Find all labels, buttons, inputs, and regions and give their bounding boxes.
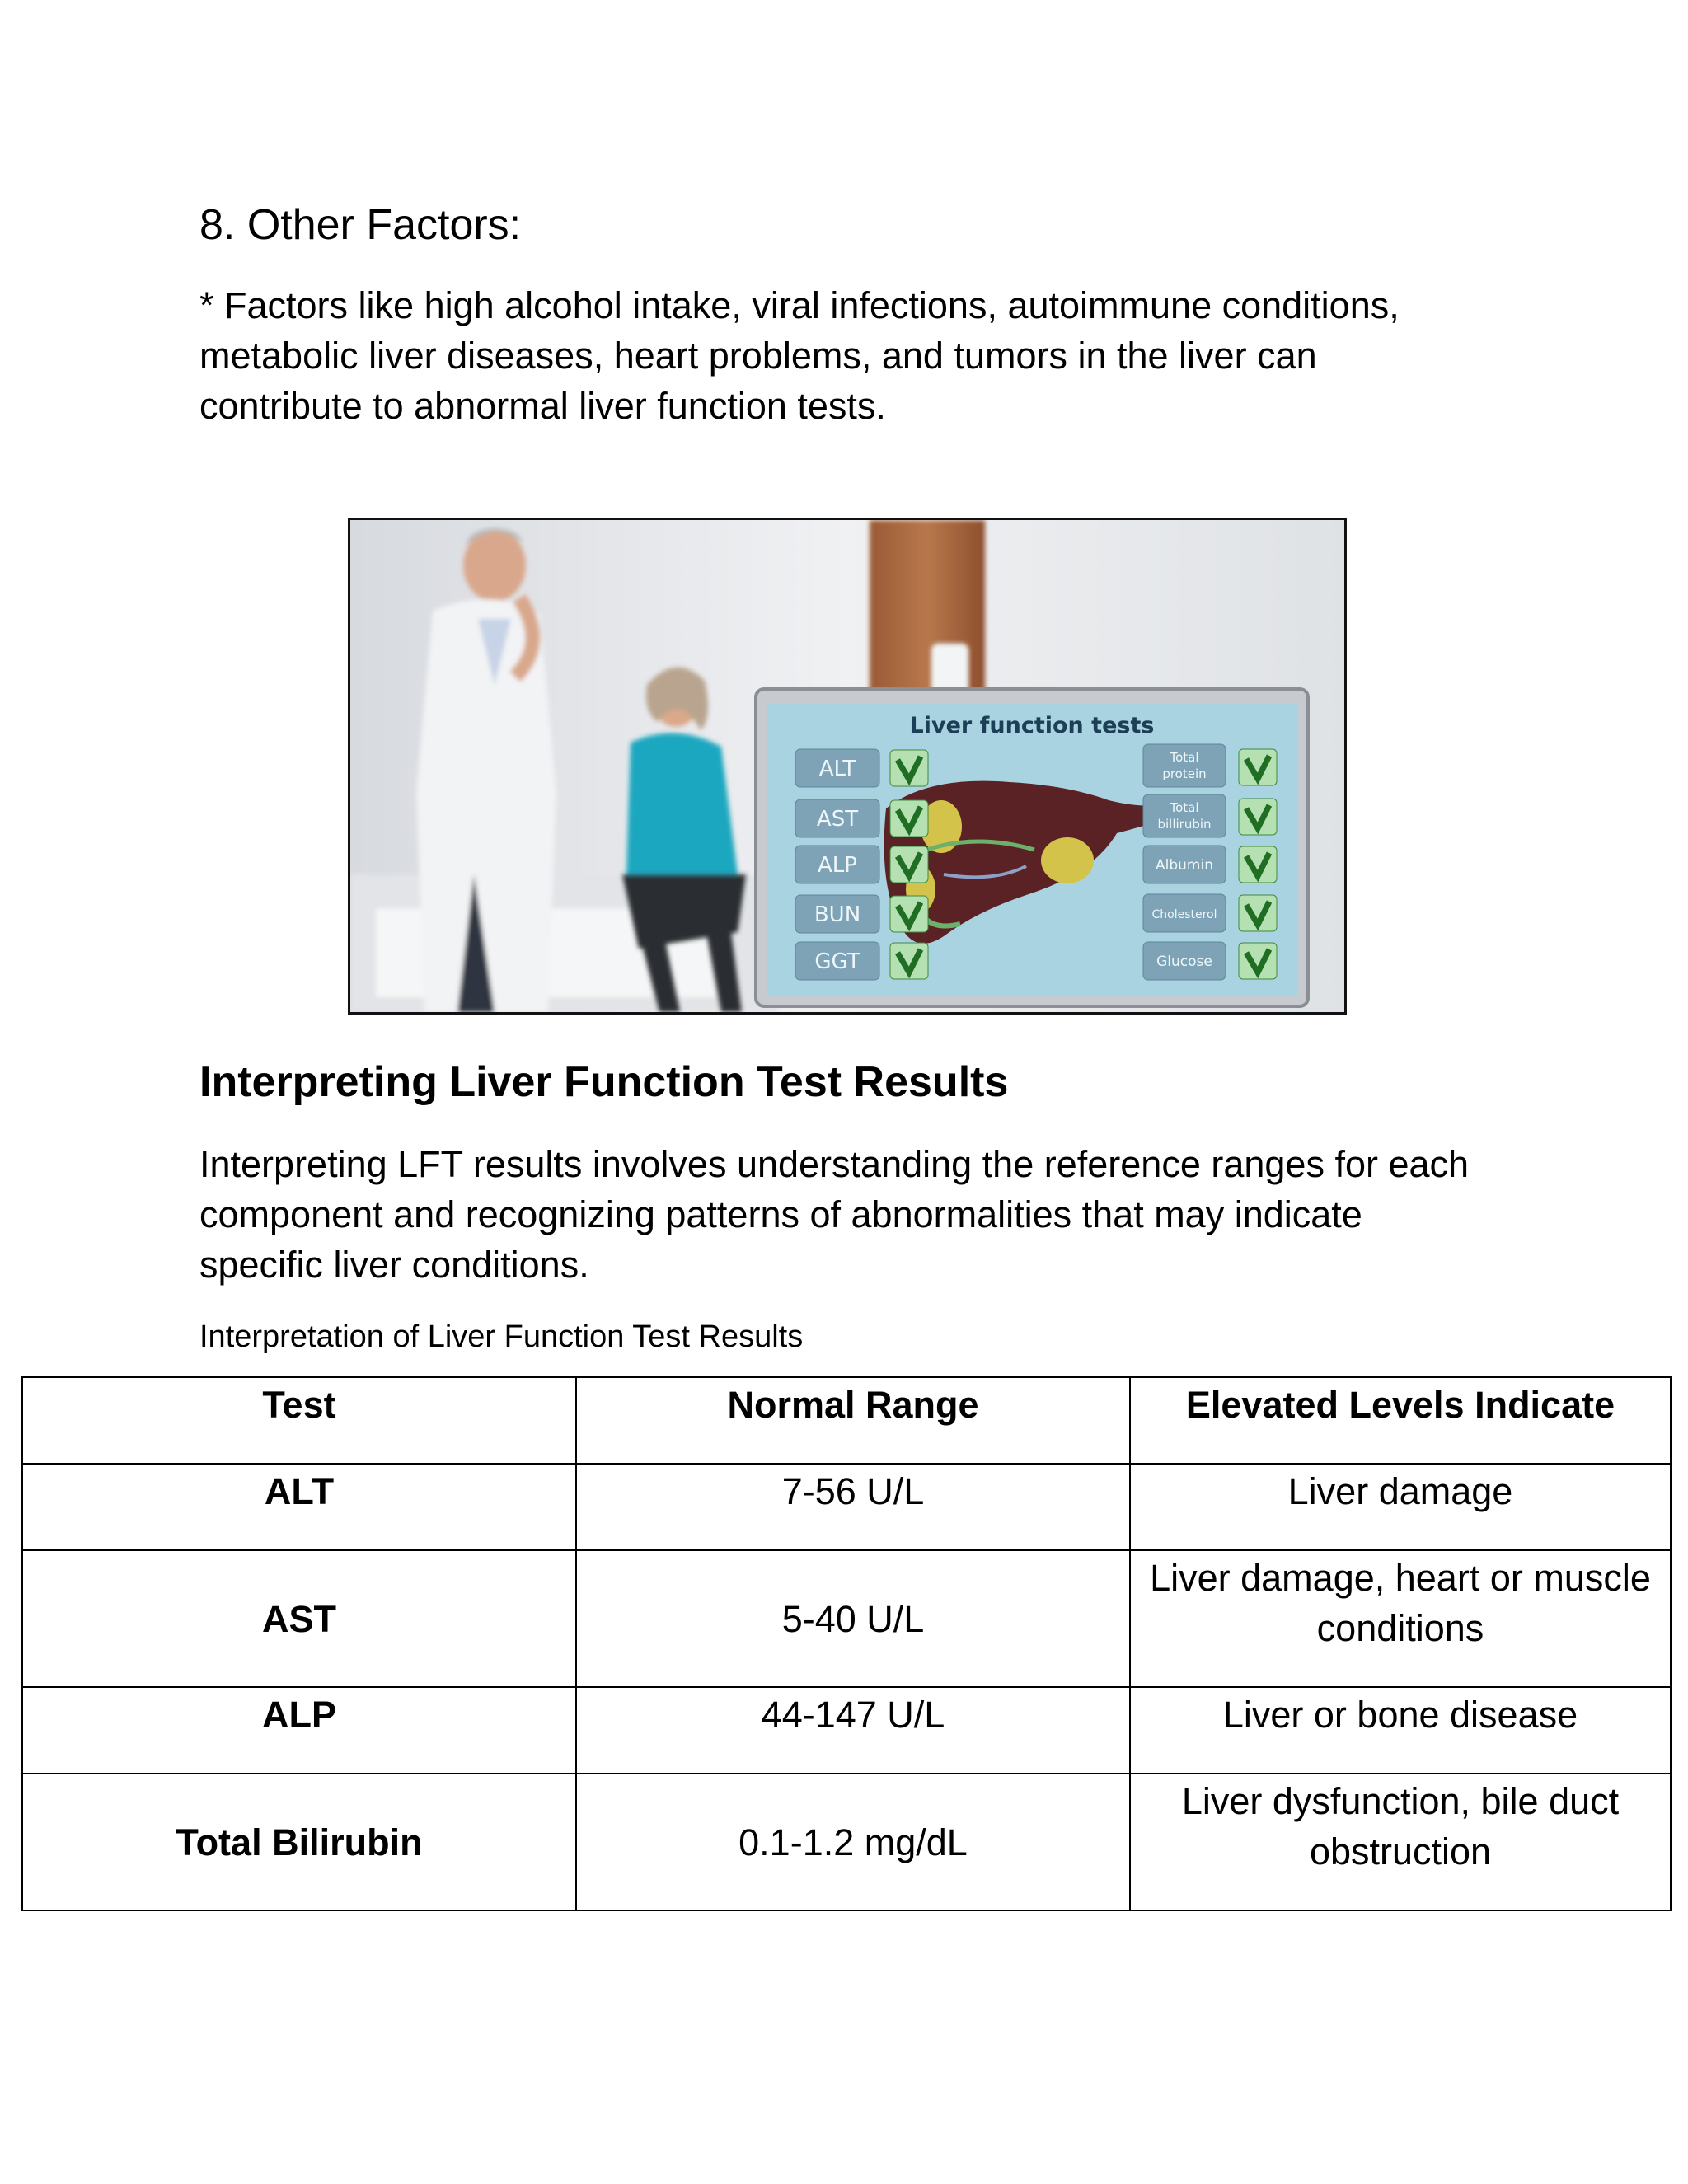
left-test-labels [795,749,928,980]
svg-text:Albumin: Albumin [1156,857,1213,874]
elevated-indicates-cell: Liver damage, heart or muscle conditions [1130,1550,1671,1687]
svg-text:BUN: BUN [814,902,861,927]
header-normal-range: Normal Range [576,1377,1130,1464]
interpreting-paragraph: Interpreting LFT results involves understanding the reference ranges for each component and recognizing patterns of abnormalities that may indicate specific liver conditions. [199,1143,1470,1286]
svg-text:billirubin: billirubin [1157,817,1212,832]
test-name-cell: AST [22,1550,576,1687]
table-row [22,1687,1671,1774]
elevated-indicates-cell: Liver damage [1130,1464,1671,1550]
svg-text:AST: AST [816,807,859,832]
table-caption: Interpretation of Liver Function Test Results [199,1319,804,1354]
normal-range-cell: 44-147 U/L [576,1687,1130,1774]
test-name-cell: Total Bilirubin [22,1774,576,1910]
other-factors-heading: 8. Other Factors: [199,201,522,249]
test-label-total-billirubin [1143,794,1277,837]
test-label-alp [795,846,928,883]
table-header-row [22,1377,1671,1464]
elevated-indicates-cell: Liver or bone disease [1130,1687,1671,1774]
interpreting-heading: Interpreting Liver Function Test Results [199,1058,1009,1106]
test-name-cell: ALT [22,1464,576,1550]
svg-text:GGT: GGT [814,949,860,974]
table-row [22,1464,1671,1550]
lft-results-table [21,1376,1672,1911]
svg-text:ALT: ALT [818,757,856,781]
test-label-ggt [795,942,928,980]
tablet-lft-screen [756,689,1308,1006]
doctor-patient-lft-image [348,518,1347,1015]
test-label-glucose [1143,942,1277,980]
table-row [22,1550,1671,1687]
table-row [22,1774,1671,1910]
normal-range-cell: 7-56 U/L [576,1464,1130,1550]
test-label-alt [795,749,928,787]
svg-text:Cholesterol: Cholesterol [1151,908,1217,921]
header-test: Test [22,1377,576,1464]
right-test-labels [1143,744,1277,980]
header-elevated-levels: Elevated Levels Indicate [1130,1377,1671,1464]
test-name-cell: ALP [22,1687,576,1774]
test-label-ast [795,799,928,837]
test-label-albumin [1143,846,1277,883]
svg-text:protein: protein [1162,766,1207,781]
tablet-title: Liver function tests [909,713,1155,738]
svg-text:Total: Total [1170,800,1199,815]
normal-range-cell: 0.1-1.2 mg/dL [576,1774,1130,1910]
svg-text:Total: Total [1170,750,1199,765]
svg-text:Glucose: Glucose [1156,954,1212,970]
other-factors-paragraph: * Factors like high alcohol intake, viral infections, autoimmune conditions, metabolic liver diseases, heart problems, and tumors in the liver can contribute to abnormal liver function tests. [199,284,1400,427]
test-label-cholesterol [1143,894,1277,932]
test-label-total-protein [1143,744,1277,787]
elevated-indicates-cell: Liver dysfunction, bile duct obstruction [1130,1774,1671,1910]
test-label-bun [795,895,928,933]
normal-range-cell: 5-40 U/L [576,1550,1130,1687]
svg-text:ALP: ALP [818,853,857,878]
